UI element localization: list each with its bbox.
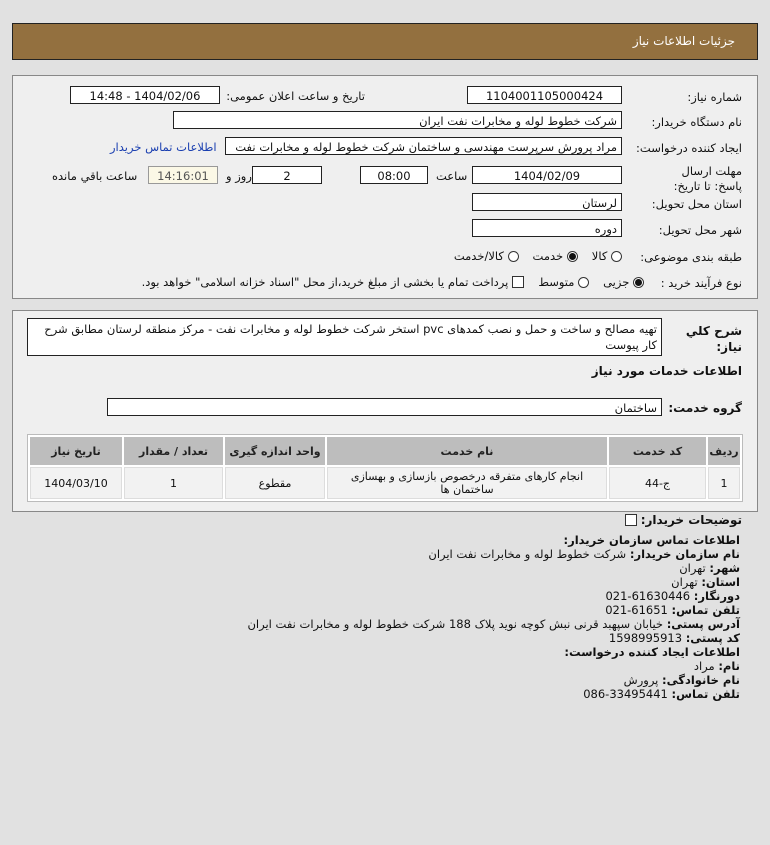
- service-group-label: گروه خدمت:: [668, 401, 742, 415]
- buyer-org-field: شرکت خطوط لوله و مخابرات نفت ایران: [173, 111, 622, 129]
- checkbox[interactable]: [512, 276, 524, 288]
- announce-field: 1404/02/06 - 14:48: [70, 86, 220, 104]
- page-header: [12, 23, 758, 60]
- category-radio-group: [454, 249, 622, 263]
- city-field: دوره: [472, 219, 622, 237]
- contact-title: اطلاعات تماس سازمان خریدار:: [563, 533, 740, 547]
- process-option-minor[interactable]: جزیی: [603, 275, 644, 289]
- deadline-date-field: 1404/02/09: [472, 166, 622, 184]
- announce-label: تاریخ و ساعت اعلان عمومی:: [226, 89, 365, 103]
- days-field: 2: [252, 166, 322, 184]
- radio-button[interactable]: [611, 251, 622, 262]
- contact-city: شهر: تهران: [679, 561, 740, 575]
- col-header-quantity: تعداد / مقدار: [124, 437, 223, 465]
- contact-address: آدرس پستی: خیابان سپهبد قرنی نبش کوچه نوید پلاک 188 شرکت خطوط لوله و مخابرات نفت ایران: [247, 617, 740, 631]
- category-option-goods[interactable]: کالا: [592, 249, 622, 263]
- remaining-label: ساعت باقي مانده: [52, 169, 138, 183]
- process-label: نوع فرآیند خرید :: [660, 276, 742, 290]
- creator-field: مراد پرورش سرپرست مهندسی و ساختمان شرکت خطوط لوله و مخابرات نفت: [225, 137, 622, 155]
- days-label: روز و: [226, 169, 252, 183]
- services-table: [27, 434, 743, 502]
- need-info-panel: [12, 75, 758, 299]
- contact-phone: تلفن تماس: 021-61651: [605, 603, 740, 617]
- creator-label: ایجاد کننده درخواست:: [636, 141, 742, 155]
- col-header-row-number: ردیف: [708, 437, 740, 465]
- creator-name: نام: مراد: [693, 659, 740, 673]
- remaining-time-field: 14:16:01: [148, 166, 218, 184]
- buyer-notes-label: توضیحات خریدار:: [640, 513, 742, 527]
- page-title: جزئیات اطلاعات نیاز: [632, 34, 735, 48]
- process-option-medium[interactable]: متوسط: [538, 275, 589, 289]
- contact-postal-code: کد پستی: 1598995913: [608, 631, 740, 645]
- province-label: استان محل تحویل:: [651, 197, 742, 211]
- buyer-org-label: نام دستگاه خریدار:: [651, 115, 742, 129]
- cell-row-number: 1: [708, 467, 740, 499]
- buyer-contact-link[interactable]: اطلاعات تماس خریدار: [110, 140, 217, 154]
- description-label: شرح کلي نياز:: [685, 324, 742, 354]
- creator-family: نام خانوادگی: پرورش: [623, 673, 740, 687]
- table-header-row: [30, 437, 740, 465]
- service-group-field: ساختمان: [107, 398, 662, 416]
- cell-quantity: 1: [124, 467, 223, 499]
- contact-org: نام سازمان خریدار: شرکت خطوط لوله و مخابرات نفت ایران: [428, 547, 740, 561]
- col-header-unit: واحد اندازه گیری: [225, 437, 325, 465]
- radio-button-selected[interactable]: [567, 251, 578, 262]
- cell-unit: مقطوع: [225, 467, 325, 499]
- time-label: ساعت: [436, 169, 468, 183]
- cell-service-code: ج-44: [609, 467, 706, 499]
- deadline-time-field: 08:00: [360, 166, 428, 184]
- radio-button[interactable]: [508, 251, 519, 262]
- category-option-service[interactable]: خدمت: [533, 249, 578, 263]
- category-label: طبقه بندی موضوعی:: [640, 250, 742, 264]
- col-header-service-code: کد خدمت: [609, 437, 706, 465]
- radio-button[interactable]: [578, 277, 589, 288]
- contact-province: استان: تهران: [671, 575, 740, 589]
- need-number-field: 1104001105000424: [467, 86, 622, 104]
- buyer-notes-row: [625, 513, 742, 527]
- cell-need-date: 1404/03/10: [30, 467, 122, 499]
- col-header-need-date: تاریخ نیاز: [30, 437, 122, 465]
- col-header-service-name: نام خدمت: [327, 437, 607, 465]
- treasury-payment-option[interactable]: پرداخت تمام یا بخشی از مبلغ خرید،از محل "اسناد خزانه اسلامی" خواهد بود.: [142, 275, 525, 289]
- buyer-notes-checkbox[interactable]: [625, 514, 637, 526]
- contact-fax: دورنگار: 021-61630446: [605, 589, 740, 603]
- creator-info-title: اطلاعات ایجاد کننده درخواست:: [564, 645, 740, 659]
- deadline-label: مهلت ارسال پاسخ: تا تاریخ:: [673, 164, 742, 193]
- creator-phone: تلفن تماس: 086-33495441: [583, 687, 740, 701]
- services-title: اطلاعات خدمات مورد نياز: [591, 364, 742, 378]
- province-field: لرستان: [472, 193, 622, 211]
- process-radio-group: [142, 275, 644, 289]
- need-number-label: شماره نیاز:: [687, 90, 742, 104]
- table-row: [30, 467, 740, 499]
- city-label: شهر محل تحویل:: [658, 223, 742, 237]
- category-option-both[interactable]: کالا/خدمت: [454, 249, 519, 263]
- radio-button-selected[interactable]: [633, 277, 644, 288]
- description-field: تهیه مصالح و ساخت و حمل و نصب کمدهای pvc استخر شرکت خطوط لوله و مخابرات نفت - مرکز منطقه لرستان مطابق شرح کار پیوست: [27, 318, 662, 356]
- cell-service-name: انجام کارهای متفرقه درخصوص بازسازی و بهسازی ساختمان ها: [327, 467, 607, 499]
